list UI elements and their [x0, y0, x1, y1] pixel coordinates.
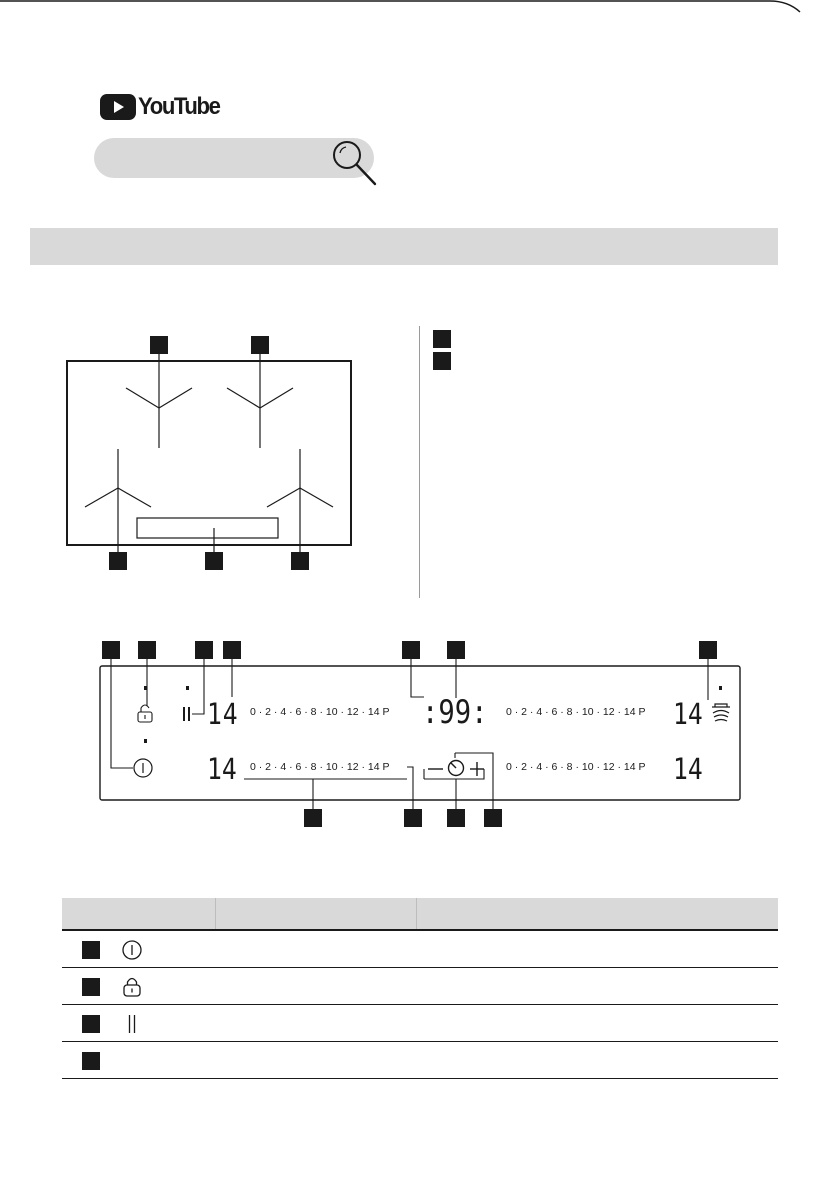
lock-icon	[120, 975, 144, 999]
timer-display: :99:	[422, 693, 488, 731]
callout-hob-1	[150, 336, 168, 354]
cooking-zone-top-left	[126, 354, 192, 448]
row-badge	[82, 1052, 100, 1070]
power-level-display-bottom-left: 14	[207, 752, 237, 786]
legend-square-2	[433, 352, 451, 370]
power-level-display-bottom-right: 14	[673, 752, 703, 786]
callout-hob-5	[291, 552, 309, 570]
panel-callouts-bottom	[304, 809, 502, 827]
control-panel	[100, 666, 740, 800]
cooking-zone-bottom-left	[85, 449, 151, 552]
panel-power-icon	[134, 759, 152, 777]
table-header	[62, 898, 778, 931]
youtube-logo-text: YouTube	[138, 93, 220, 120]
table-row	[62, 1042, 778, 1079]
power-icon	[120, 938, 144, 962]
table-row	[62, 1005, 778, 1042]
panel-callouts-top	[102, 641, 717, 659]
power-level-display-top-left: 14	[207, 697, 239, 731]
pause-icon	[120, 1012, 144, 1036]
legend-square-1	[433, 330, 451, 348]
cooking-zone-bottom-right	[267, 449, 333, 552]
panel-lock-icon	[138, 705, 152, 722]
table-row	[62, 968, 778, 1005]
panel-hob2hood-icon	[712, 704, 730, 721]
leader-lines	[111, 659, 708, 809]
cooking-zone-top-right	[227, 354, 293, 448]
power-scale-top-right[interactable]: 0 · 2 · 4 · 6 · 8 · 10 · 12 · 14 P	[506, 706, 646, 718]
table-row	[62, 931, 778, 968]
callout-hob-2	[251, 336, 269, 354]
header-divider	[416, 898, 417, 929]
row-badge	[82, 941, 100, 959]
power-scale-bottom-right[interactable]: 0 · 2 · 4 · 6 · 8 · 10 · 12 · 14 P	[506, 761, 646, 773]
power-level-display-top-right: 14	[673, 697, 703, 731]
indicator-dots	[144, 686, 722, 743]
power-scale-bottom-left[interactable]: 0 · 2 · 4 · 6 · 8 · 10 · 12 · 14 P	[250, 761, 390, 773]
timer-controls	[428, 761, 484, 777]
power-scale-top-left[interactable]: 0 · 2 · 4 · 6 · 8 · 10 · 12 · 14 P	[250, 706, 390, 718]
row-badge	[82, 978, 100, 996]
row-badge	[82, 1015, 100, 1033]
callout-hob-4	[205, 552, 223, 570]
header-divider	[215, 898, 216, 929]
hob-control-strip	[137, 518, 278, 538]
callout-hob-3	[109, 552, 127, 570]
panel-pause-icon	[183, 707, 190, 721]
symbol-table	[62, 898, 778, 1079]
